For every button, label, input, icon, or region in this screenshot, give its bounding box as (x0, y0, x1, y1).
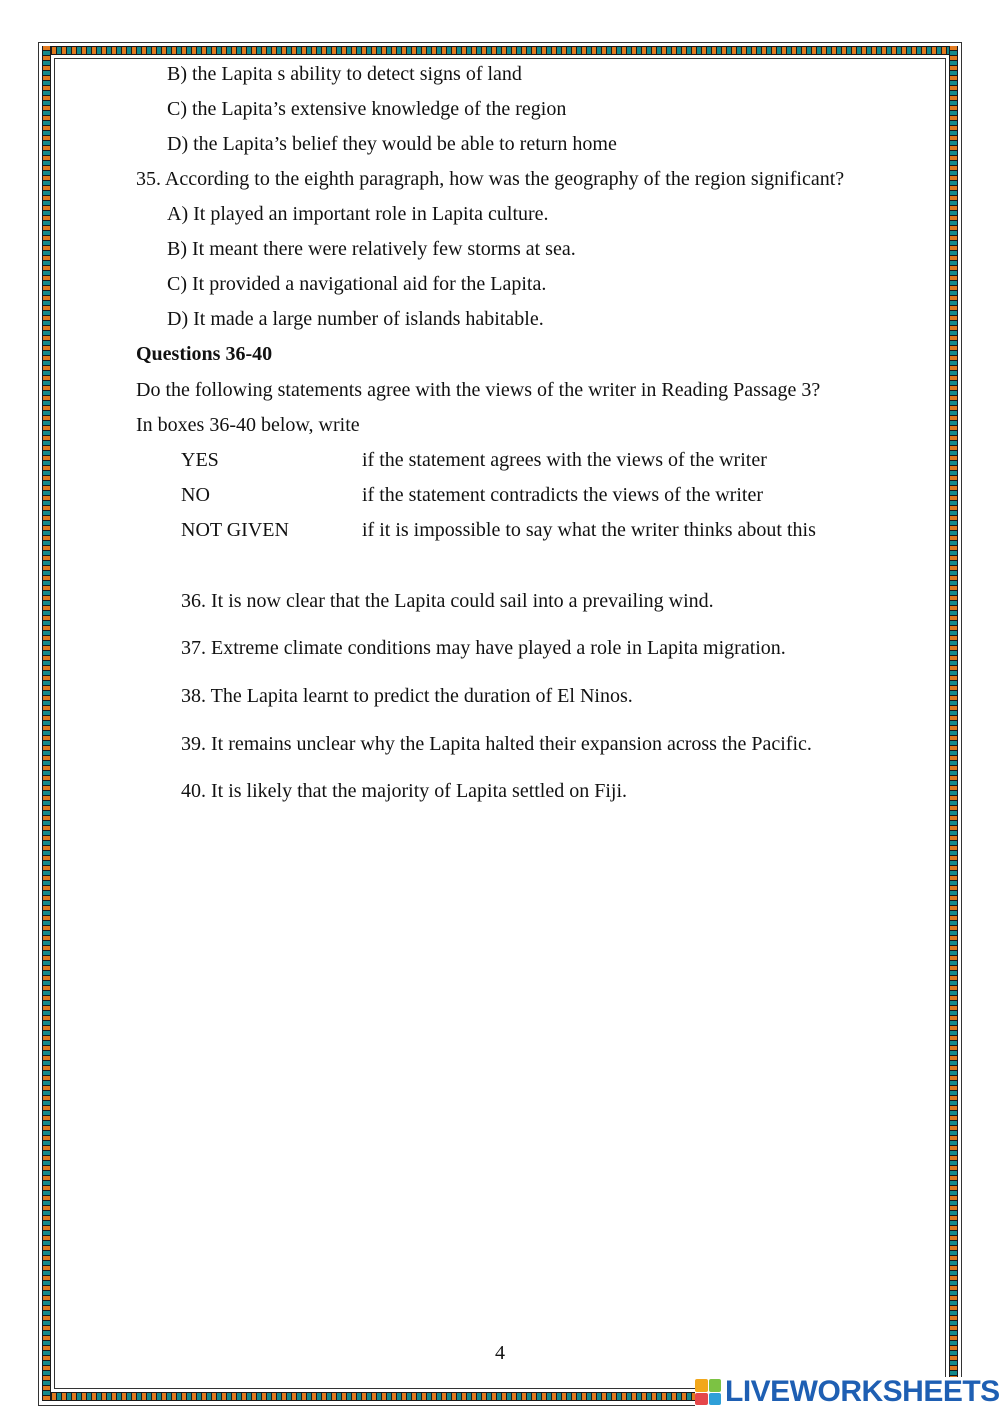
key-term-not-given: NOT GIVEN (181, 519, 289, 541)
key-desc-not-given: if it is impossible to say what the writer thinks about this (362, 519, 816, 541)
statement-37: 37. Extreme climate conditions may have played a role in Lapita migration. (181, 637, 786, 659)
q35-option-d: D) It made a large number of islands habitable. (167, 308, 544, 330)
q35-option-b: B) It meant there were relatively few storms at sea. (167, 238, 576, 260)
decorative-border-top (42, 46, 958, 55)
liveworksheets-watermark[interactable] (695, 1377, 1000, 1407)
instruction-line-1: Do the following statements agree with the views of the writer in Reading Passage 3? (136, 379, 821, 401)
section-heading: Questions 36-40 (136, 343, 273, 365)
key-desc-yes: if the statement agrees with the views of the writer (362, 449, 767, 471)
q34-option-c: C) the Lapita’s extensive knowledge of the region (167, 98, 567, 120)
instruction-line-2: In boxes 36-40 below, write (136, 414, 360, 436)
q34-option-d: D) the Lapita’s belief they would be able to return home (167, 133, 617, 155)
liveworksheets-wordmark: LIVEWORKSHEETS (725, 1375, 1000, 1408)
q35-option-c: C) It provided a navigational aid for the Lapita. (167, 273, 547, 295)
page-number: 4 (495, 1342, 505, 1364)
decorative-border-left (42, 46, 51, 1401)
statement-40: 40. It is likely that the majority of Lapita settled on Fiji. (181, 780, 628, 802)
q34-option-b: B) the Lapita s ability to detect signs of land (167, 63, 522, 85)
key-term-no: NO (181, 484, 210, 506)
liveworksheets-logo-icon (695, 1379, 721, 1405)
key-desc-no: if the statement contradicts the views of the writer (362, 484, 763, 506)
decorative-border-right (949, 46, 958, 1401)
q35-option-a: A) It played an important role in Lapita culture. (167, 203, 549, 225)
statement-38: 38. The Lapita learnt to predict the duration of El Ninos. (181, 685, 633, 707)
q35-question: 35. According to the eighth paragraph, how was the geography of the region significant? (136, 168, 845, 190)
statement-39: 39. It remains unclear why the Lapita halted their expansion across the Pacific. (181, 733, 812, 755)
statement-36: 36. It is now clear that the Lapita could sail into a prevailing wind. (181, 590, 714, 612)
key-term-yes: YES (181, 449, 219, 471)
